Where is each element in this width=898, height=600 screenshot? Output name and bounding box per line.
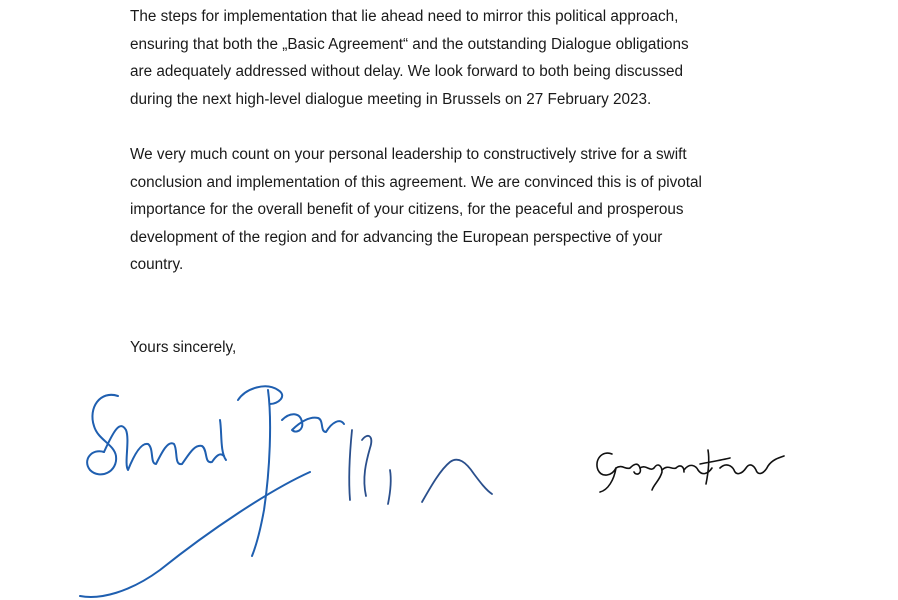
text-line: importance for the overall benefit of your citizens, for the peaceful and prosperous <box>130 201 684 219</box>
signature-3 <box>590 440 790 500</box>
text-line: during the next high-level dialogue meeting in Brussels on 27 February 2023. <box>130 90 652 108</box>
paragraph-personal-leadership <box>130 141 702 279</box>
text-line: conclusion and implementation of this agreement. We are convinced this is of pivotal <box>130 173 702 191</box>
text-line: development of the region and for advancing the European perspective of your <box>130 228 663 246</box>
signature-2 <box>340 420 520 510</box>
text-line: country. <box>130 256 184 274</box>
text-line: We very much count on your personal leadership to constructively strive for a swift <box>130 146 687 163</box>
text-line: The steps for implementation that lie ahead need to mirror this political approach, <box>130 8 679 25</box>
text-line: ensuring that both the „Basic Agreement“ and the outstanding Dialogue obligations <box>130 35 689 53</box>
text-line: are adequately addressed without delay. We look forward to both being discussed <box>130 63 684 81</box>
signature-1 <box>70 360 350 600</box>
closing-salutation: Yours sincerely, <box>130 339 237 356</box>
paragraph-implementation-steps <box>130 3 689 113</box>
